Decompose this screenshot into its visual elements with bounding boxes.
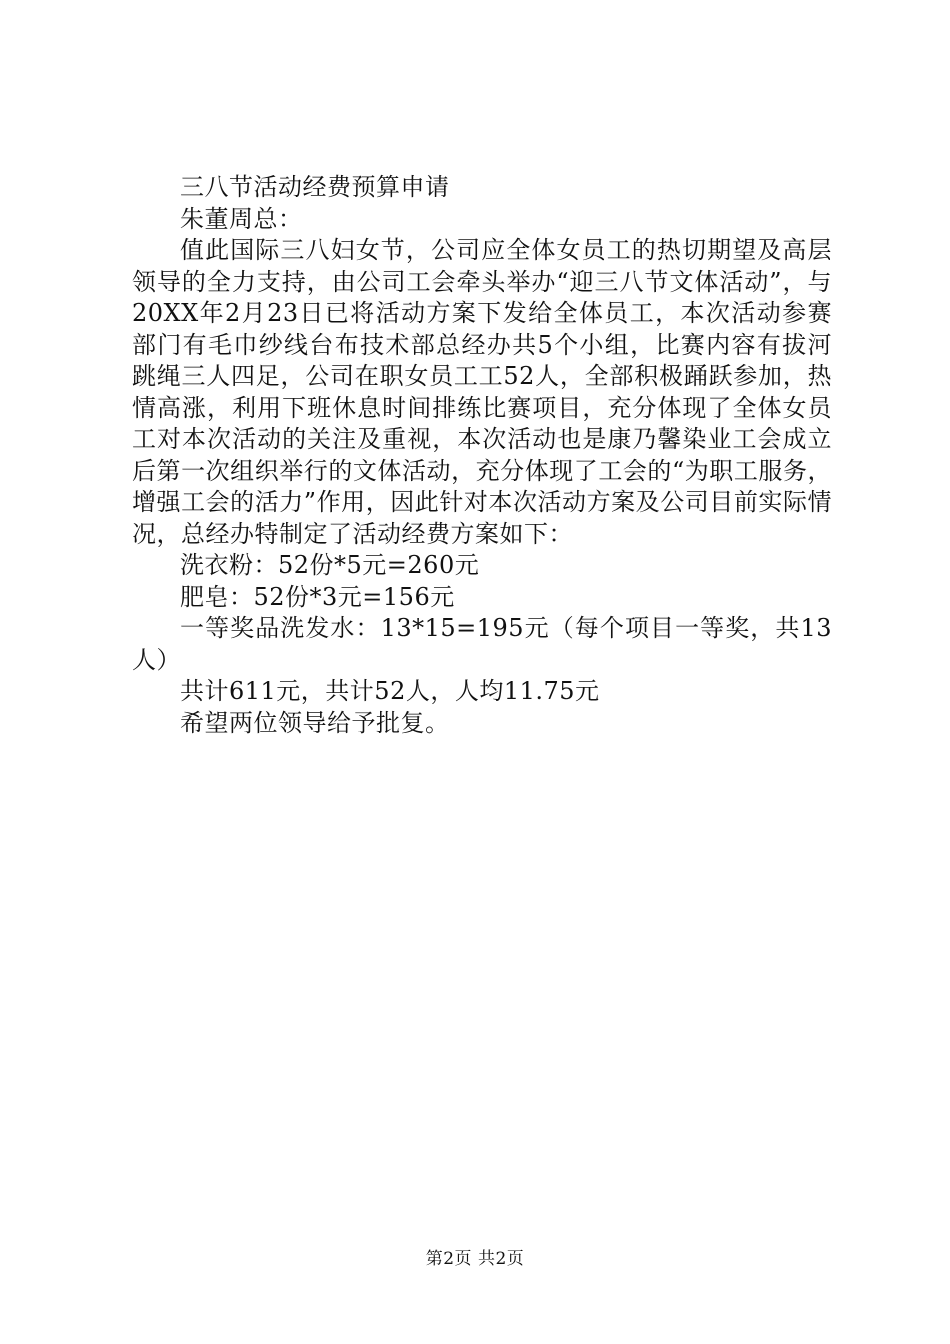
- budget-item-detergent: 洗衣粉：52份*5元=260元: [180, 551, 480, 579]
- page-footer: 第2页 共2页: [425, 1249, 525, 1269]
- body-paragraph: 值此国际三八妇女节，公司应全体女员工的热切期望及高层领导的全力支持，由公司工会牵头举办“迎三八节文体活动”，与20XX年2月23日已将活动方案下发给全体员工，本次活动参赛部门有毛巾纱线台布技术部总经办共5个小组，比赛内容有拔河跳绳三人四足，公司在职女员工工52人，全部积极踊跃参加，热情高涨，利用下班休息时间排练比赛项目，充分体现了全体女员工对本次活动的关注及重视，本次活动也是康乃馨染业工会成立后第一次组织举行的文体活动，充分体现了工会的“为职工服务，增强工会的活力”作用，因此针对本次活动方案及公司目前实际情况，总经办特制定了活动经费方案如下：: [132, 236, 832, 548]
- budget-total: 共计611元，共计52人，人均11.75元: [180, 677, 600, 705]
- budget-item-shampoo: 一等奖品洗发水：13*15=195元（每个项目一等奖，共13人）: [132, 614, 832, 674]
- salutation: 朱董周总：: [180, 204, 303, 233]
- closing-line: 希望两位领导给予批复。: [180, 708, 450, 737]
- budget-item-soap: 肥皂：52份*3元=156元: [180, 582, 455, 611]
- document-content: [132, 172, 832, 739]
- document-title: 三八节活动经费预算申请: [180, 173, 450, 201]
